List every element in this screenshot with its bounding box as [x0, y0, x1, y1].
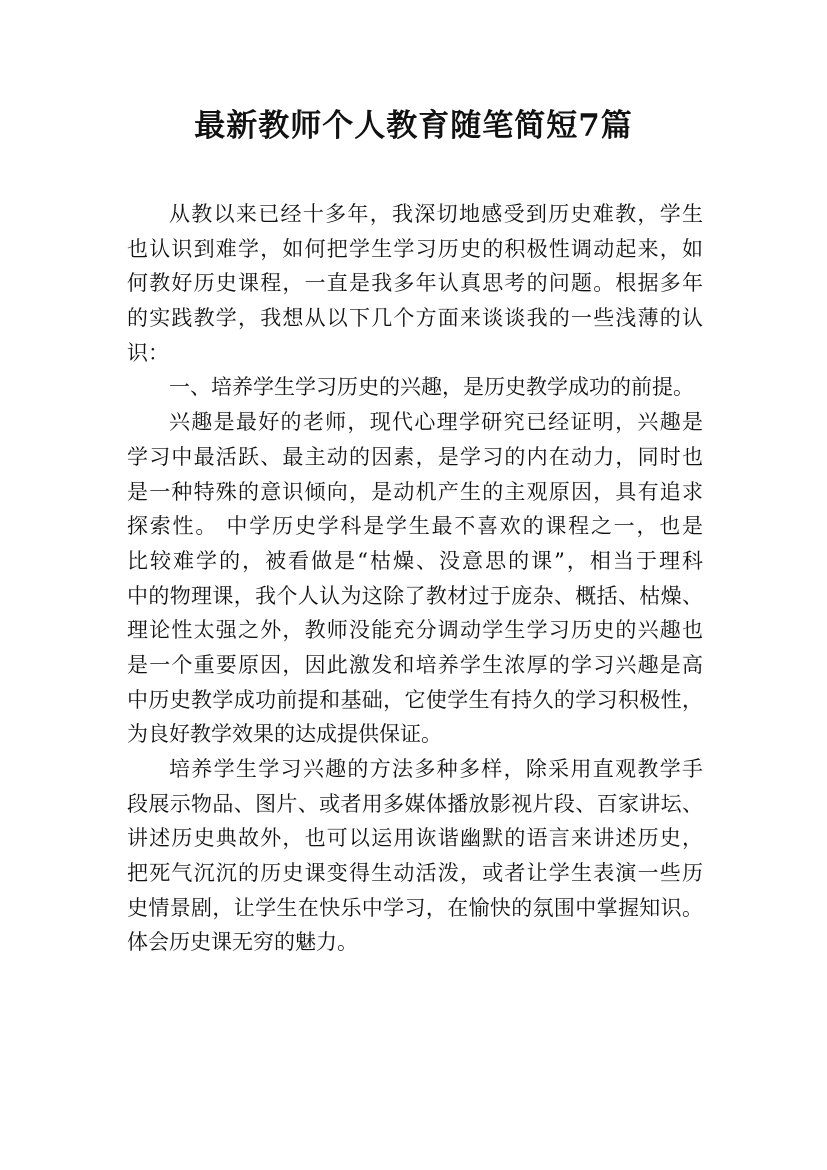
- paragraph-line: 史情景剧，让学生在快乐中学习，在愉快的氛围中掌握知识。: [127, 895, 703, 920]
- document-title: 最新教师个人教育随笔简短7篇: [194, 108, 633, 144]
- paragraph-line: 体会历史课无穷的魅力。: [127, 930, 358, 955]
- paragraph-line: 从教以来已经十多年，我深切地感受到历史难教，学生: [169, 202, 703, 226]
- paragraph-line: 理论性太强之外，教师没能充分调动学生学习历史的兴趣也: [127, 618, 703, 643]
- section-heading: 一、培养学生学习历史的兴趣，是历史教学成功的前提。: [169, 375, 694, 400]
- paragraph-line: 识：: [127, 340, 169, 365]
- paragraph-line: 中的物理课，我个人认为这除了教材过于庞杂、概括、枯燥、: [127, 583, 703, 608]
- paragraph-line: 学习中最活跃、最主动的因素，是学习的内在动力，同时也: [127, 444, 703, 469]
- paragraph-line: 段展示物品、图片、或者用多媒体播放影视片段、百家讲坛、: [127, 791, 703, 816]
- paragraph-line: 也认识到难学，如何把学生学习历史的积极性调动起来，如: [127, 236, 703, 261]
- document-body: [127, 197, 703, 960]
- paragraph-line: 为良好教学效果的达成提供保证。: [127, 722, 442, 747]
- paragraph-line: 探索性。 中学历史学科是学生最不喜欢的课程之一，也是: [127, 514, 703, 539]
- paragraph-line: 是一种特殊的意识倾向，是动机产生的主观原因，具有追求: [127, 479, 703, 504]
- paragraph-line: 兴趣是最好的老师，现代心理学研究已经证明，兴趣是: [169, 410, 703, 435]
- paragraph-line: 讲述历史典故外，也可以运用诙谐幽默的语言来讲述历史，: [127, 826, 703, 851]
- paragraph-line: 是一个重要原因，因此激发和培养学生浓厚的学习兴趣是高: [127, 652, 703, 677]
- paragraph-line: 把死气沉沉的历史课变得生动活泼，或者让学生表演一些历: [127, 861, 703, 886]
- paragraph-line: 的实践教学，我想从以下几个方面来谈谈我的一些浅薄的认: [127, 306, 703, 331]
- paragraph-line: 何教好历史课程，一直是我多年认真思考的问题。根据多年: [127, 271, 703, 296]
- paragraph-line: 培养学生学习兴趣的方法多种多样，除采用直观教学手: [169, 757, 703, 781]
- paragraph-line: 中历史教学成功前提和基础，它使学生有持久的学习积极性，: [127, 687, 703, 712]
- paragraph-line: 比较难学的，被看做是“枯燥、没意思的课”，相当于理科: [127, 548, 703, 573]
